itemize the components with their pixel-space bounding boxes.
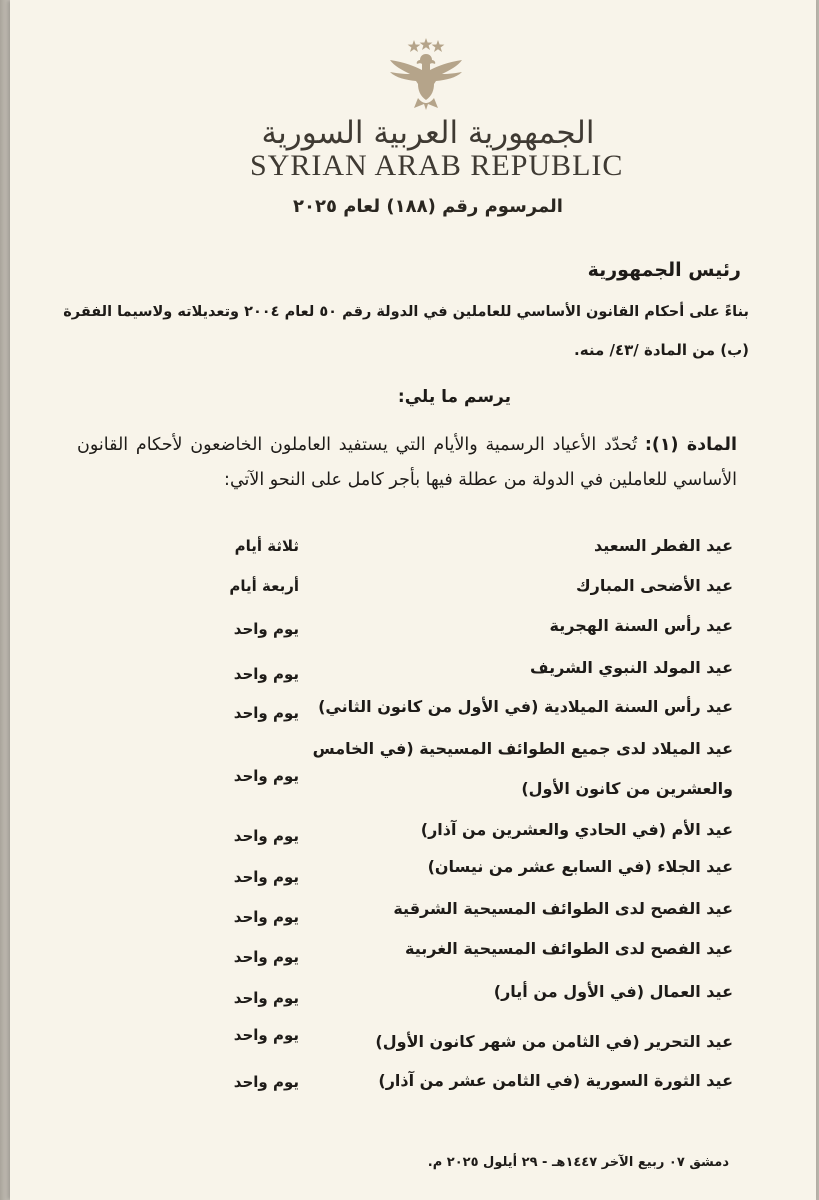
article-1 [77,428,737,498]
holiday-name: عيد الفطر السعيد [594,536,733,555]
decrees-following: يرسم ما يلي: [397,387,511,407]
holiday-duration: يوم واحد [233,620,299,638]
article-label: المادة (١): [644,435,738,455]
holiday-duration: يوم واحد [233,665,299,683]
holiday-name: عيد التحرير (في الثامن من شهر كانون الأول) [375,1032,733,1051]
legal-basis-line-1: بناءً على أحكام القانون الأساسي للعاملين في الدولة رقم ٥٠ لعام ٢٠٠٤ وتعديلاته ولاسيما الفقرة [63,304,749,320]
holiday-duration: يوم واحد [233,1073,299,1091]
holiday-name: عيد العمال (في الأول من أيار) [493,982,733,1001]
holiday-name-continued: والعشرين من كانون الأول) [521,779,733,798]
issue-date: دمشق ٠٧ ربيع الآخر ١٤٤٧هـ - ٢٩ أيلول ٢٠٢٥ م. [427,1155,729,1170]
holiday-name: عيد الأم (في الحادي والعشرين من آذار) [420,820,733,839]
holiday-duration: يوم واحد [233,948,299,966]
holiday-name: عيد الجلاء (في السابع عشر من نيسان) [427,857,733,876]
holiday-duration: يوم واحد [233,868,299,886]
holiday-name: عيد الثورة السورية (في الثامن عشر من آذار) [378,1071,733,1090]
legal-basis-line-2: (ب) من المادة /٤٣/ منه. [574,341,749,359]
holiday-name: عيد رأس السنة الميلادية (في الأول من كانون الثاني) [318,697,733,716]
issuer-heading: رئيس الجمهورية [587,259,741,281]
decree-number: المرسوم رقم (١٨٨) لعام ٢٠٢٥ [293,196,563,217]
holiday-duration: يوم واحد [233,1026,299,1044]
country-name-english: SYRIAN ARAB REPUBLIC [250,149,624,182]
holiday-duration: ثلاثة أيام [234,537,299,555]
holiday-duration: يوم واحد [233,704,299,722]
holiday-name: عيد الفصح لدى الطوائف المسيحية الغربية [405,939,733,958]
scan-edge [0,0,10,1200]
eagle-emblem-icon [384,36,468,112]
article-text: تُحدّد الأعياد الرسمية والأيام التي يستفيد العاملون الخاضعون لأحكام القانون الأساسي للعاملين في الدولة من عطلة فيها بأجر كامل على النحو الآتي: [77,435,737,490]
holiday-duration: يوم واحد [233,989,299,1007]
holiday-name: عيد رأس السنة الهجرية [549,616,733,635]
country-name-arabic: الجمهورية العربية السورية [261,115,595,151]
holiday-name: عيد الأضحى المبارك [575,576,733,595]
holiday-name: عيد الميلاد لدى جميع الطوائف المسيحية (في الخامس [312,739,733,758]
holiday-name: عيد المولد النبوي الشريف [530,658,733,677]
holiday-duration: أربعة أيام [229,577,299,595]
holiday-duration: يوم واحد [233,908,299,926]
holiday-duration: يوم واحد [233,767,299,785]
holiday-duration: يوم واحد [233,827,299,845]
holiday-name: عيد الفصح لدى الطوائف المسيحية الشرقية [393,899,733,918]
